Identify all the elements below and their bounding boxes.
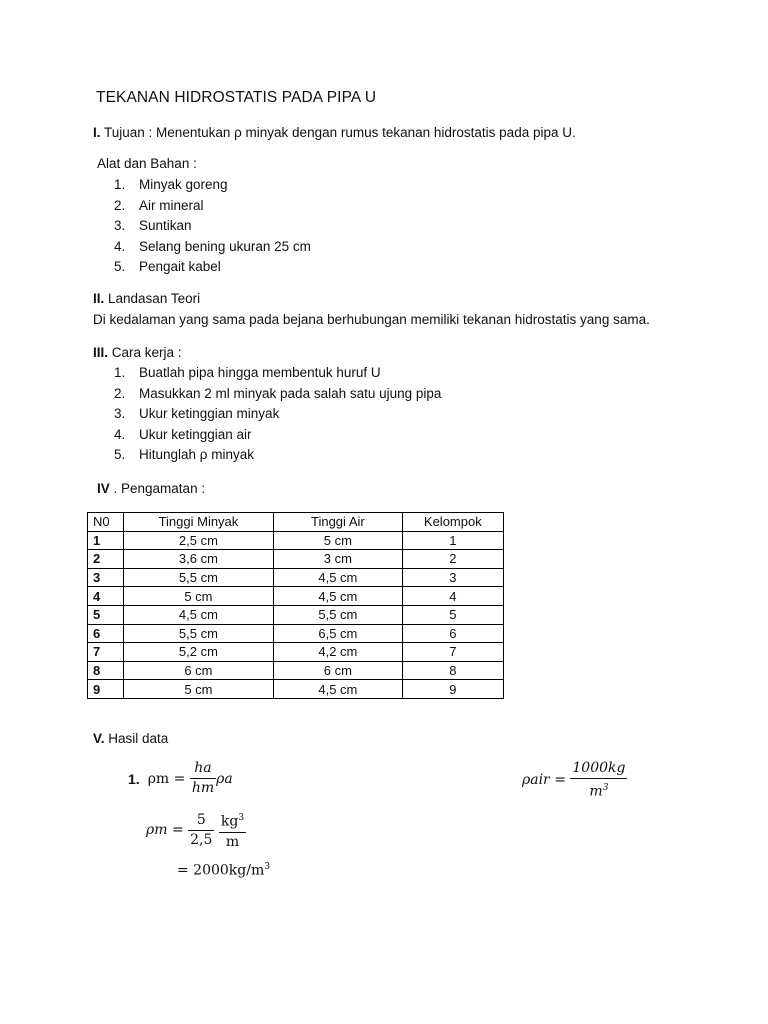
cara-heading bbox=[93, 345, 182, 360]
fraction-unit: $\frac{kg^3}{m}$ bbox=[219, 810, 246, 851]
table-cell: 9 bbox=[88, 680, 124, 699]
table-cell: 1 bbox=[88, 531, 124, 550]
table-cell: 3,6 cm bbox=[123, 550, 273, 569]
formula-result: = $2000kg/m^3$ bbox=[177, 862, 270, 879]
table-cell: 4,5 cm bbox=[123, 605, 273, 624]
table-body bbox=[88, 531, 504, 698]
table-cell: 6,5 cm bbox=[274, 624, 403, 643]
hasil-number: V. bbox=[93, 731, 105, 746]
table-cell: 3 cm bbox=[274, 550, 403, 569]
hasil-heading bbox=[93, 731, 168, 746]
table-cell: 5,2 cm bbox=[123, 643, 273, 662]
table-row bbox=[88, 605, 504, 624]
formula-lhs: ρm = bbox=[146, 822, 184, 839]
table-cell: 5,5 cm bbox=[123, 624, 273, 643]
list-item: 2. Air mineral bbox=[114, 197, 204, 213]
page-title: TEKANAN HIDROSTATIS PADA PIPA U bbox=[96, 89, 377, 106]
table-cell: 2 bbox=[402, 550, 503, 569]
table-row bbox=[88, 643, 504, 662]
table-row bbox=[88, 587, 504, 606]
pengamatan-number: IV bbox=[97, 481, 110, 496]
column-header: Tinggi Minyak bbox=[123, 513, 273, 532]
table-cell: 7 bbox=[402, 643, 503, 662]
cara-heading-text: Cara kerja : bbox=[108, 345, 182, 360]
alat-list bbox=[114, 175, 514, 278]
table-row bbox=[88, 624, 504, 643]
landasan-number: II. bbox=[93, 291, 105, 306]
observation-table bbox=[87, 512, 504, 699]
table-cell: 4 bbox=[402, 587, 503, 606]
table-cell: 1 bbox=[402, 531, 503, 550]
list-item: 3. Suntikan bbox=[114, 218, 192, 234]
table-cell: 5,5 cm bbox=[274, 605, 403, 624]
table-cell: 2,5 cm bbox=[123, 531, 273, 550]
landasan-heading bbox=[93, 291, 200, 306]
table-cell: 6 bbox=[402, 624, 503, 643]
pengamatan-heading bbox=[97, 481, 205, 496]
table-row bbox=[88, 550, 504, 569]
table-cell: 6 cm bbox=[123, 661, 273, 680]
cara-list bbox=[114, 363, 554, 466]
table-cell: 6 cm bbox=[274, 661, 403, 680]
list-item: 5. Hitunglah ρ minyak bbox=[114, 447, 254, 463]
formula-substitution bbox=[146, 810, 246, 851]
table-cell: 9 bbox=[402, 680, 503, 699]
list-item: 2. Masukkan 2 ml minyak pada salah satu ujung pipa bbox=[114, 385, 442, 401]
table-cell: 4 bbox=[88, 587, 124, 606]
table-cell: 4,5 cm bbox=[274, 587, 403, 606]
list-item: 4. Selang bening ukuran 25 cm bbox=[114, 238, 311, 254]
table-cell: 4,2 cm bbox=[274, 643, 403, 662]
formula-lhs: ρair = bbox=[522, 772, 566, 789]
list-item: 5. Pengait kabel bbox=[114, 259, 221, 275]
tujuan-number: I. bbox=[93, 125, 101, 140]
tujuan-line bbox=[93, 125, 576, 140]
list-item: 1. Buatlah pipa hingga membentuk huruf U bbox=[114, 365, 381, 380]
tujuan-text: Tujuan : Menentukan ρ minyak dengan rumus tekanan hidrostatis pada pipa U. bbox=[100, 125, 576, 140]
formula-rho-air bbox=[522, 760, 627, 801]
table-cell: 5 bbox=[402, 605, 503, 624]
fraction-1000kg-m3: $\frac{1000kg}{m^3}$ bbox=[572, 760, 626, 800]
table-cell: 2 bbox=[88, 550, 124, 569]
table-row bbox=[88, 568, 504, 587]
list-item: 4. Ukur ketinggian air bbox=[114, 426, 252, 442]
fraction-5-2-5: $\frac{5}{2,5}$ bbox=[190, 811, 213, 848]
landasan-text: Di kedalaman yang sama pada bejana berhubungan memiliki tekanan hidrostatis yang sama. bbox=[93, 312, 650, 327]
formula-number: 1. bbox=[128, 770, 140, 787]
list-item: 1. Minyak goreng bbox=[114, 177, 228, 192]
landasan-heading-text: Landasan Teori bbox=[104, 291, 201, 306]
list-item: 3. Ukur ketinggian minyak bbox=[114, 406, 280, 422]
table-cell: 8 bbox=[88, 661, 124, 680]
hasil-heading-text: Hasil data bbox=[104, 731, 169, 746]
fraction-ha-hm: $\frac{ha}{hm}$ bbox=[191, 760, 215, 796]
table-cell: 5 cm bbox=[123, 680, 273, 699]
formula-rhs: ρa bbox=[216, 770, 233, 787]
table-cell: 3 bbox=[402, 568, 503, 587]
table-cell: 7 bbox=[88, 643, 124, 662]
column-header: Tinggi Air bbox=[274, 513, 403, 532]
table-cell: 5 cm bbox=[123, 587, 273, 606]
table-cell: 4,5 cm bbox=[274, 680, 403, 699]
column-header: N0 bbox=[88, 513, 124, 532]
formula-rho-m bbox=[128, 760, 233, 797]
table-row bbox=[88, 531, 504, 550]
table-row bbox=[88, 661, 504, 680]
table-cell: 6 bbox=[88, 624, 124, 643]
table-cell: 8 bbox=[402, 661, 503, 680]
table-cell: 4,5 cm bbox=[274, 568, 403, 587]
table-cell: 5 cm bbox=[274, 531, 403, 550]
column-header: Kelompok bbox=[402, 513, 503, 532]
formula-lhs: ρm = bbox=[147, 770, 186, 787]
pengamatan-heading-text: . Pengamatan : bbox=[109, 481, 206, 496]
table-header-row bbox=[88, 513, 504, 532]
table-row bbox=[88, 680, 504, 699]
alat-heading: Alat dan Bahan : bbox=[97, 156, 197, 171]
cara-number: III. bbox=[93, 345, 109, 360]
table-cell: 5 bbox=[88, 605, 124, 624]
table-cell: 3 bbox=[88, 568, 124, 587]
table-cell: 5,5 cm bbox=[123, 568, 273, 587]
